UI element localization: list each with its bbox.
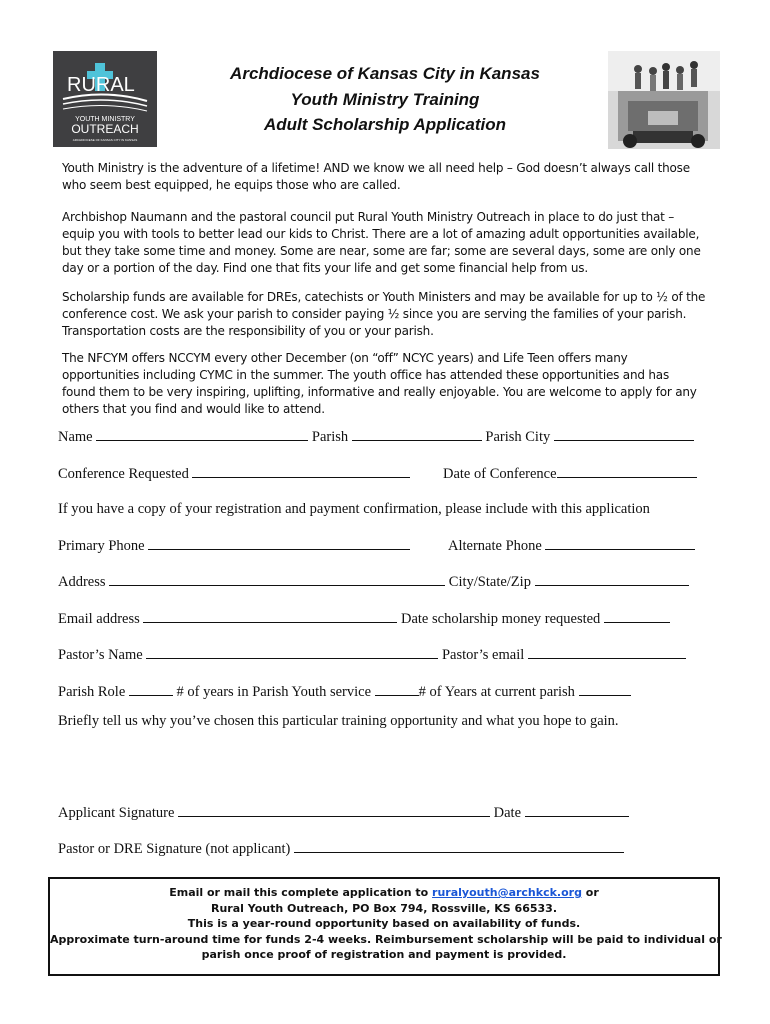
address-field[interactable] — [109, 573, 445, 586]
conference-row — [58, 465, 410, 483]
email-address-field[interactable] — [143, 610, 397, 623]
parish-role-field[interactable] — [129, 683, 173, 696]
notice-line-3: This is a year-round opportunity based on availability of funds. — [187, 917, 581, 930]
primary-phone-row — [58, 537, 410, 555]
paragraph-line: Scholarship funds are available for DREs, catechists or Youth Ministers and may be available for up to ½ of the — [62, 290, 706, 304]
group-photo — [608, 51, 720, 149]
logo-word-rural: RURAL — [67, 74, 135, 96]
pastors-name-field[interactable] — [146, 646, 438, 659]
date-money-requested-field[interactable] — [604, 610, 670, 623]
date-money-requested-label: Date scholarship money requested — [401, 611, 601, 627]
city-state-zip-label: City/State/Zip — [448, 574, 531, 590]
date-of-conference-field[interactable] — [557, 465, 697, 478]
paragraph-line: The NFCYM offers NCCYM every other December (on “off” NCYC years) and Life Teen offers many — [62, 351, 628, 365]
primary-phone-field[interactable] — [148, 537, 410, 550]
date-of-conference-label: Date of Conference — [443, 466, 557, 482]
applicant-signature-label: Applicant Signature — [58, 805, 175, 821]
paragraph-line: opportunities including CYMC in the summer. The youth office has attended these opportunities and has — [62, 368, 670, 382]
years-parish-youth-label: # of years in Parish Youth service — [176, 684, 372, 700]
logo-word-youth-ministry: YOUTH MINISTRY — [75, 116, 135, 123]
paragraph-line: others that you find and would like to attend. — [62, 402, 325, 416]
parish-role-row — [58, 683, 631, 701]
conference-requested-field[interactable] — [192, 465, 410, 478]
years-current-parish-field[interactable] — [579, 683, 631, 696]
notice-line-1-pre: Email or mail this complete application to — [169, 886, 433, 899]
paragraph-line: conference cost. We ask your parish to consider paying ½ since you are serving the families of your parish. — [62, 307, 687, 321]
archbishop-paragraph — [62, 209, 722, 277]
pastor-row — [58, 646, 686, 664]
paragraph-line: found them to be very inspiring, uplifting, informative and really enjoyable. You are welcome to apply for any — [62, 385, 697, 399]
logo-tagline: ARCHDIOCESE OF KANSAS CITY IN KANSAS — [72, 138, 138, 142]
submission-notice-box — [48, 877, 720, 976]
briefly-response-area[interactable] — [58, 735, 718, 795]
pastors-email-field[interactable] — [528, 646, 686, 659]
pastors-name-label: Pastor’s Name — [58, 647, 143, 663]
rural-youth-ministry-logo — [53, 51, 157, 147]
parish-field[interactable] — [352, 428, 482, 441]
date-field[interactable] — [525, 804, 629, 817]
notice-line-1-post: or — [581, 886, 599, 899]
email-link[interactable]: ruralyouth@archkck.org — [432, 886, 582, 899]
alternate-phone-label: Alternate Phone — [448, 538, 542, 554]
parish-label: Parish — [311, 429, 349, 445]
name-field[interactable] — [96, 428, 308, 441]
paragraph-line: but they take some time and money. Some are near, some are far; some are several days, some are only one — [62, 244, 701, 258]
notice-line-5: parish once proof of registration and payment is provided. — [201, 948, 567, 961]
notice-line-2: Rural Youth Outreach, PO Box 794, Rossville, KS 66533. — [211, 901, 557, 915]
parish-city-label: Parish City — [485, 429, 551, 445]
name-label: Name — [58, 429, 93, 445]
date-of-conference-row — [443, 465, 697, 483]
cross-logo-icon — [53, 51, 157, 147]
scholarship-paragraph — [62, 289, 722, 340]
years-current-parish-label: # of Years at current parish — [418, 684, 575, 700]
paragraph-line: Transportation costs are the responsibility of you or your parish. — [62, 324, 434, 338]
title-line-2: Youth Ministry Training — [290, 90, 480, 109]
title-line-3: Adult Scholarship Application — [263, 115, 507, 134]
title-line-1: Archdiocese of Kansas City in Kansas — [230, 64, 540, 83]
notice-line-1 — [50, 885, 718, 901]
address-label: Address — [58, 574, 106, 590]
conference-requested-label: Conference Requested — [58, 466, 189, 482]
logo-word-outreach: OUTREACH — [71, 122, 139, 136]
paragraph-line: equip you with tools to better lead our kids to Christ. There are a lot of amazing adult opportunities available, — [62, 227, 700, 241]
parish-city-field[interactable] — [554, 428, 694, 441]
paragraph-line: Archbishop Naumann and the pastoral council put Rural Youth Ministry Outreach in place to do just that – — [62, 210, 675, 224]
address-row — [58, 573, 689, 591]
notice-line-4: Approximate turn-around time for funds 2-4 weeks. Reimbursement scholarship will be paid to individual or — [50, 932, 722, 946]
photo-image — [608, 51, 720, 149]
alternate-phone-row — [448, 537, 695, 555]
primary-phone-label: Primary Phone — [58, 538, 145, 554]
date-label: Date — [493, 805, 522, 821]
parish-role-label: Parish Role — [58, 684, 126, 700]
pastors-email-label: Pastor’s email — [441, 647, 525, 663]
briefly-prompt: Briefly tell us why you’ve chosen this particular training opportunity and what you hope to gain. — [58, 713, 619, 729]
nfcym-paragraph — [62, 350, 722, 418]
email-row — [58, 610, 670, 628]
registration-note: If you have a copy of your registration and payment confirmation, please include with this application — [58, 501, 650, 517]
paragraph-line: who seem best equipped, he equips those who are called. — [62, 178, 401, 192]
city-state-zip-field[interactable] — [535, 573, 689, 586]
years-parish-youth-field[interactable] — [375, 683, 419, 696]
paragraph-line: day or a portion of the day. Find one that fits your life and get some financial help from us. — [62, 261, 588, 275]
email-address-label: Email address — [58, 611, 140, 627]
intro-paragraph — [62, 160, 722, 194]
applicant-signature-field[interactable] — [178, 804, 490, 817]
pastor-signature-label: Pastor or DRE Signature (not applicant) — [58, 841, 291, 857]
pastor-signature-field[interactable] — [294, 840, 624, 853]
applicant-signature-row — [58, 804, 629, 822]
name-row — [58, 428, 694, 446]
alternate-phone-field[interactable] — [545, 537, 695, 550]
paragraph-line: Youth Ministry is the adventure of a lifetime! AND we know we all need help – God doesn’t always call those — [62, 161, 690, 175]
pastor-signature-row — [58, 840, 624, 858]
